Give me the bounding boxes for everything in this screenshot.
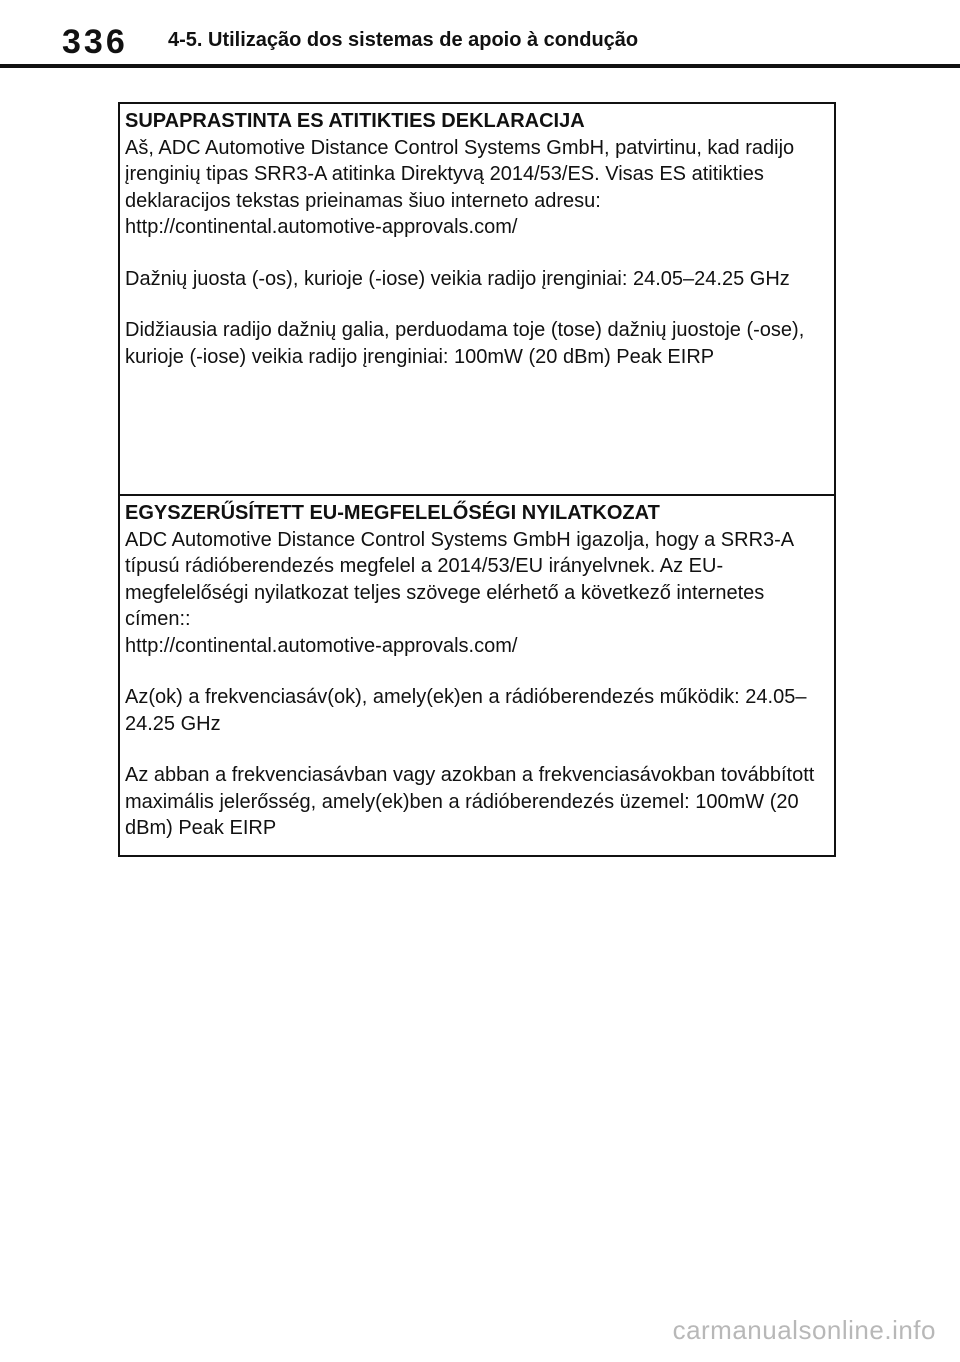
- declaration-title: SUPAPRASTINTA ES ATITIKTIES DEKLARACIJA: [125, 110, 585, 132]
- declaration-url: http://continental.automotive-approvals.com/: [125, 216, 518, 238]
- page-number: 336: [62, 23, 128, 61]
- declaration-hungarian: [120, 496, 834, 857]
- frequency-band-text: Dažnių juosta (-os), kurioje (-iose) veikia radijo įrenginiai: 24.05–24.25 GHz: [125, 267, 790, 290]
- watermark: carmanualsonline.info: [672, 1315, 936, 1345]
- declaration-title: EGYSZERŰSÍTETT EU-MEGFELELŐSÉGI NYILATKOZAT: [125, 502, 660, 524]
- declaration-statement: Aš, ADC Automotive Distance Control Systems GmbH, patvirtinu, kad radijo įrenginių tipas SRR3-A atitinka Direktyvą 2014/53/ES. Visas ES atitikties deklaracijos tekstas prieinamas šiuo interneto adresu:: [125, 136, 795, 212]
- frequency-band-text: Az(ok) a frekvenciasáv(ok), amely(ek)en a rádióberendezés működik: 24.05–24.25 GHz: [125, 686, 807, 735]
- page-header: [0, 0, 960, 64]
- section-title: 4-5. Utilização dos sistemas de apoio à condução: [168, 29, 639, 51]
- max-power-text: Az abban a frekvenciasávban vagy azokban a frekvenciasávokban továbbított maximális jelerősség, amely(ek)ben a rádióberendezés üzemel: 100mW (20 dBm) Peak EIRP: [125, 764, 815, 839]
- header-rule: [0, 64, 960, 68]
- declaration-url: http://continental.automotive-approvals.com/: [125, 634, 518, 657]
- declaration-box: [118, 102, 836, 857]
- declaration-statement: ADC Automotive Distance Control Systems GmbH igazolja, hogy a SRR3-A típusú rádióberendezés megfelel a 2014/53/EU irányelvnek. Az EU-megfelelőségi nyilatkozat teljes szövege elérhető a következő internetes címen::: [125, 528, 794, 630]
- max-power-text: Didžiausia radijo dažnių galia, perduodama toje (tose) dažnių juostoje (-ose), kurioje (-iose) veikia radijo įrenginiai: 100mW (20 dBm) Peak EIRP: [125, 319, 805, 368]
- declaration-lithuanian: [120, 104, 834, 494]
